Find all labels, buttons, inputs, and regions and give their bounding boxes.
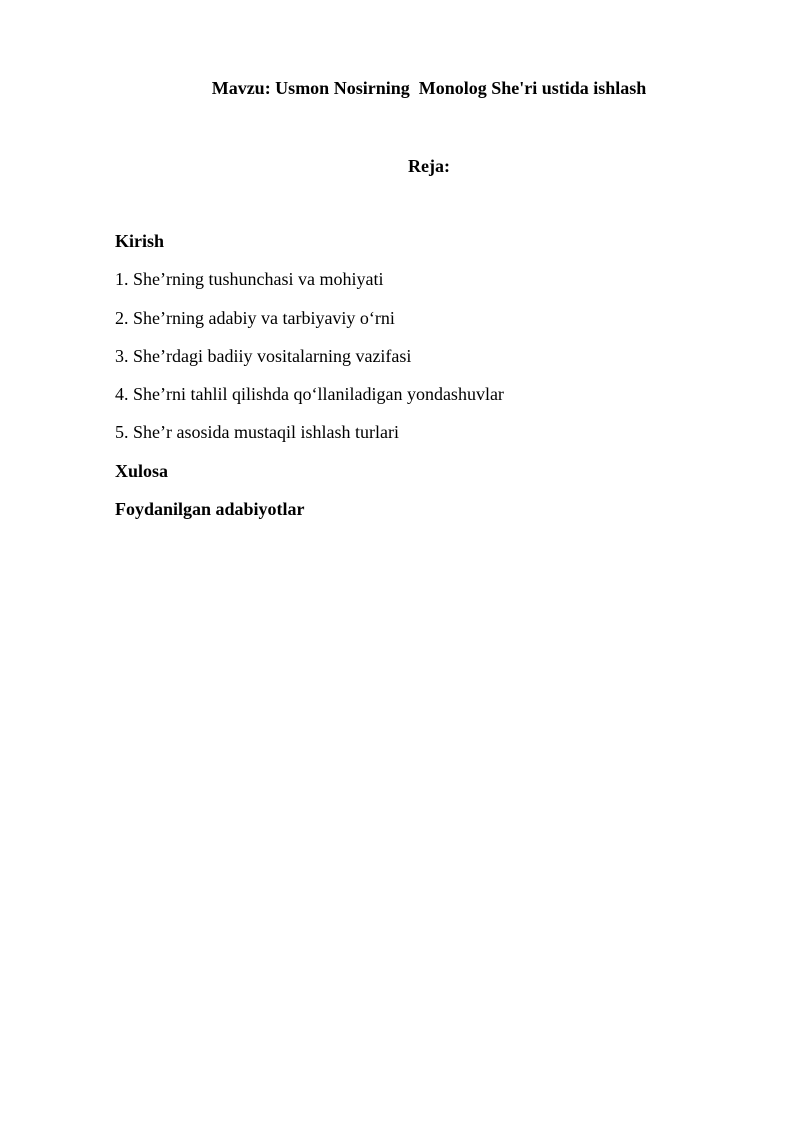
plan-list: [115, 230, 715, 536]
plan-heading: Reja:: [408, 156, 450, 176]
plan-item: 2. She’rning adabiy va tarbiyaviy o‘rni: [115, 307, 395, 328]
document-title: Mavzu: Usmon Nosirning Monolog She'ri ustida ishlash: [211, 78, 647, 98]
conclusion-heading: Xulosa: [115, 460, 169, 481]
plan-item: 4. She’rni tahlil qilishda qo‘llaniladigan yondashuvlar: [115, 384, 504, 405]
plan-item: 5. She’r asosida mustaqil ishlash turlari: [115, 422, 399, 443]
references-heading: Foydanilgan adabiyotlar: [115, 499, 305, 520]
plan-item: 1. She’rning tushunchasi va mohiyati: [115, 269, 384, 290]
plan-item: 3. She’rdagi badiiy vositalarning vazifasi: [115, 345, 412, 366]
intro-heading: Kirish: [115, 231, 165, 251]
